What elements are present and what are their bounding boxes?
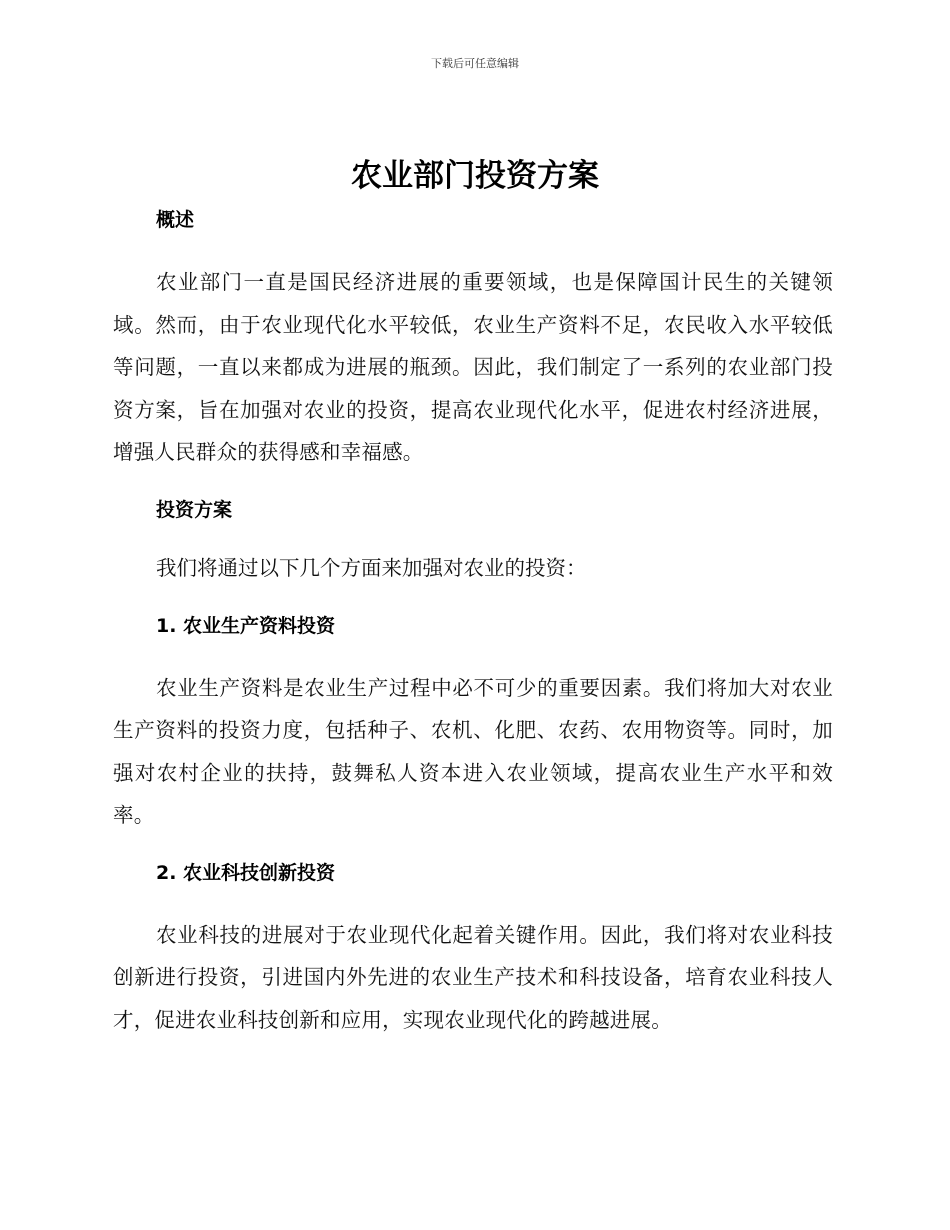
item2-paragraph: 农业科技的进展对于农业现代化起着关键作用。因此，我们将对农业科技创新进行投资，引进国内外先进的农业生产技术和科技设备，培育农业科技人才，促进农业科技创新和应用，实现农业现代化的跨越进展。 <box>113 922 833 1032</box>
overview-paragraph: 农业部门一直是国民经济进展的重要领域，也是保障国计民生的关键领域。然而，由于农业现代化水平较低，农业生产资料不足，农民收入水平较低等问题，一直以来都成为进展的瓶颈。因此，我们制定了一系列的农业部门投资方案，旨在加强对农业的投资，提高农业现代化水平，促进农村经济进展，增强人民群众的获得感和幸福感。 <box>113 270 833 464</box>
plan-heading: 投资方案 <box>156 498 233 521</box>
document-body <box>113 205 833 1041</box>
header-note: 下载后可任意编辑 <box>431 57 519 70</box>
item1-paragraph: 农业生产资料是农业生产过程中必不可少的重要因素。我们将加大对农业生产资料的投资力度，包括种子、农机、化肥、农药、农用物资等。同时，加强对农村企业的扶持，鼓舞私人资本进入农业领域，提高农业生产水平和效率。 <box>113 675 833 827</box>
plan-intro: 我们将通过以下几个方面来加强对农业的投资： <box>156 555 587 580</box>
item1-heading: 1. 农业生产资料投资 <box>156 614 336 637</box>
document-title: 农业部门投资方案 <box>351 158 599 194</box>
overview-heading: 概述 <box>156 209 195 231</box>
item2-heading: 2. 农业科技创新投资 <box>156 861 336 884</box>
